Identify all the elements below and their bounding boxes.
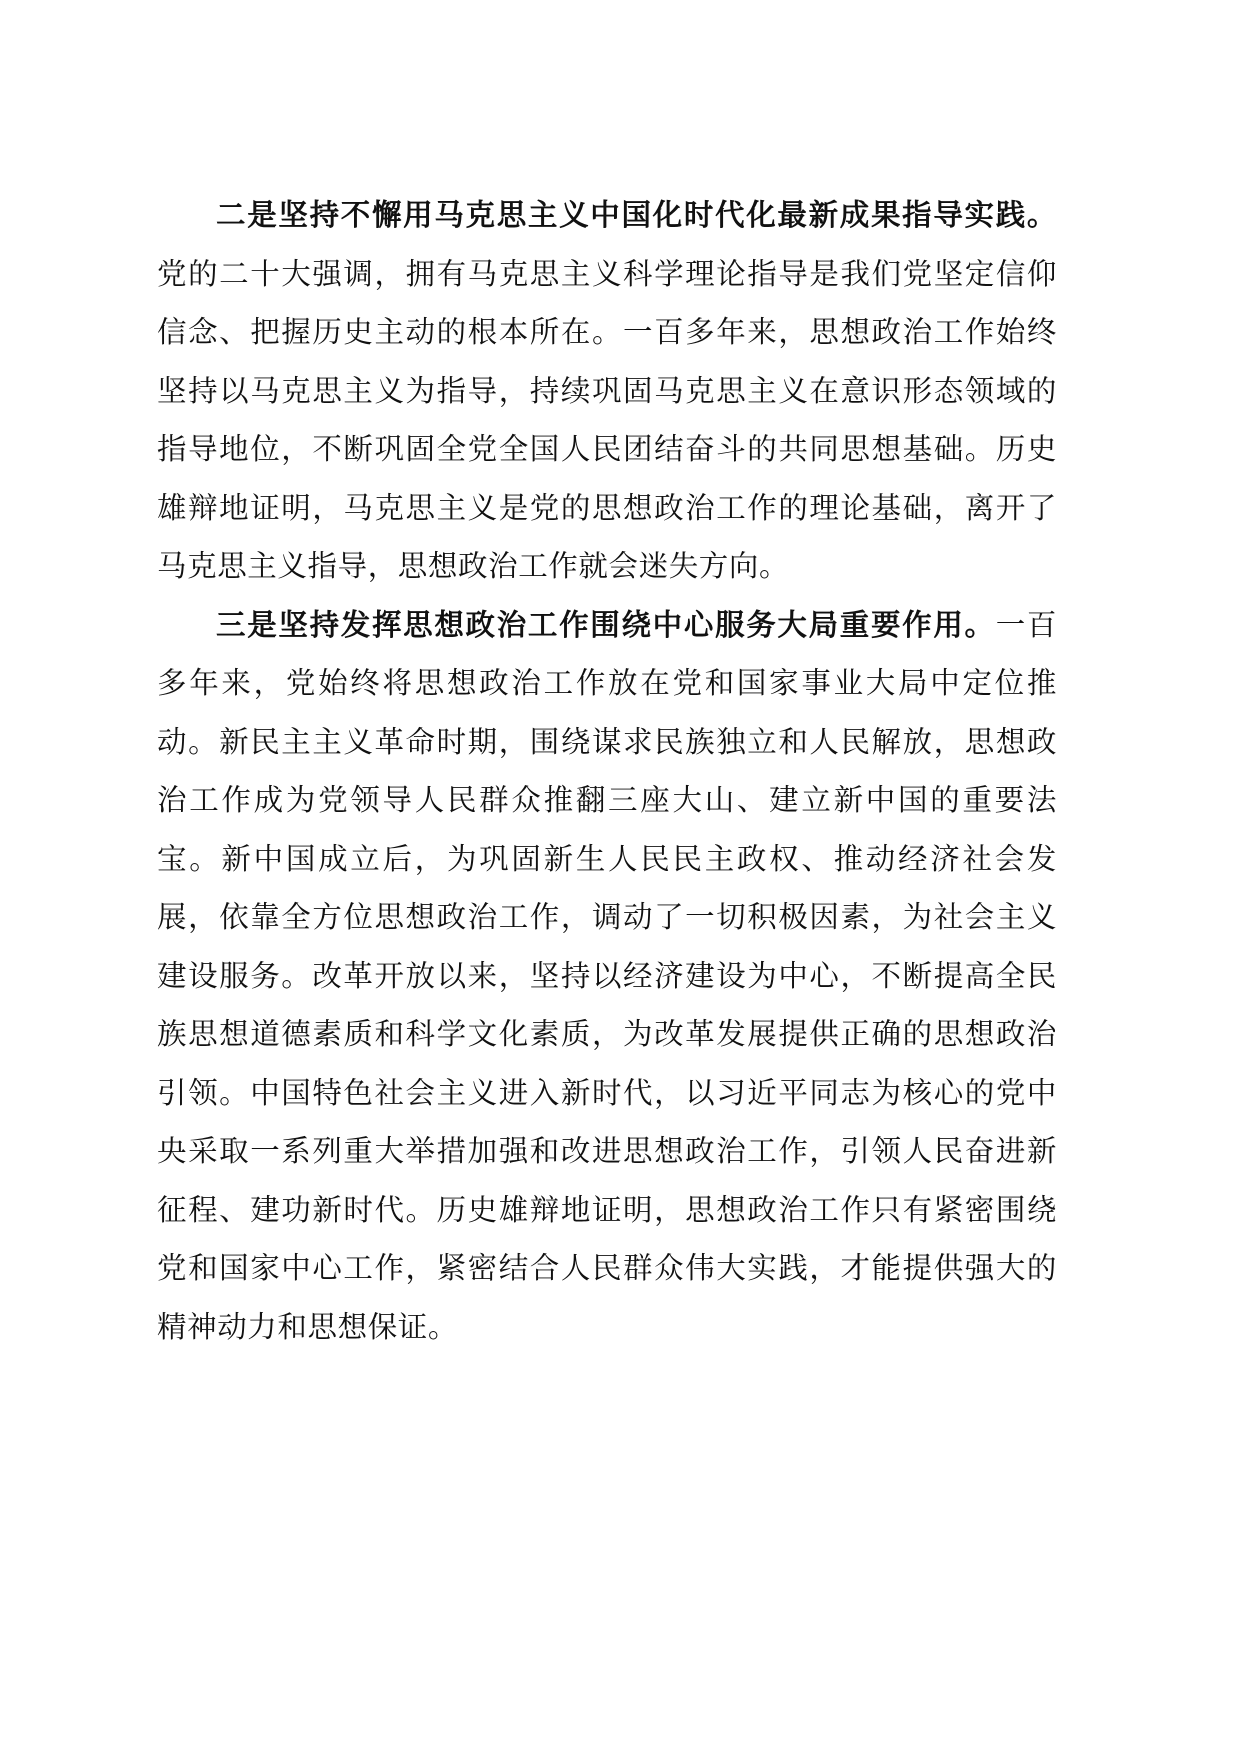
document-body	[157, 186, 1057, 1356]
paragraph-3-heading: 三是坚持发挥思想政治工作围绕中心服务大局重要作用。	[216, 607, 996, 642]
paragraph-3	[157, 596, 1057, 1357]
paragraph-2-text: 党的二十大强调，拥有马克思主义科学理论指导是我们党坚定信仰信念、把握历史主动的根本所在。一百多年来，思想政治工作始终坚持以马克思主义为指导，持续巩固马克思主义在意识形态领域的指导地位，不断巩固全党全国人民团结奋斗的共同思想基础。历史雄辩地证明，马克思主义是党的思想政治工作的理论基础，离开了马克思主义指导，思想政治工作就会迷失方向。	[157, 256, 1057, 583]
paragraph-2-heading: 二是坚持不懈用马克思主义中国化时代化最新成果指导实践。	[216, 198, 1057, 232]
paragraph-3-text: 一百多年来，党始终将思想政治工作放在党和国家事业大局中定位推动。新民主主义革命时期，围绕谋求民族独立和人民解放，思想政治工作成为党领导人民群众推翻三座大山、建立新中国的重要法宝。新中国成立后，为巩固新生人民民主政权、推动经济社会发展，依靠全方位思想政治工作，调动了一切积极因素，为社会主义建设服务。改革开放以来，坚持以经济建设为中心，不断提高全民族思想道德素质和科学文化素质，为改革发展提供正确的思想政治引领。中国特色社会主义进入新时代，以习近平同志为核心的党中央采取一系列重大举措加强和改进思想政治工作，引领人民奋进新征程、建功新时代。历史雄辩地证明，思想政治工作只有紧密围绕党和国家中心工作，紧密结合人民群众伟大实践，才能提供强大的精神动力和思想保证。	[157, 607, 1057, 1344]
paragraph-2	[157, 186, 1057, 596]
